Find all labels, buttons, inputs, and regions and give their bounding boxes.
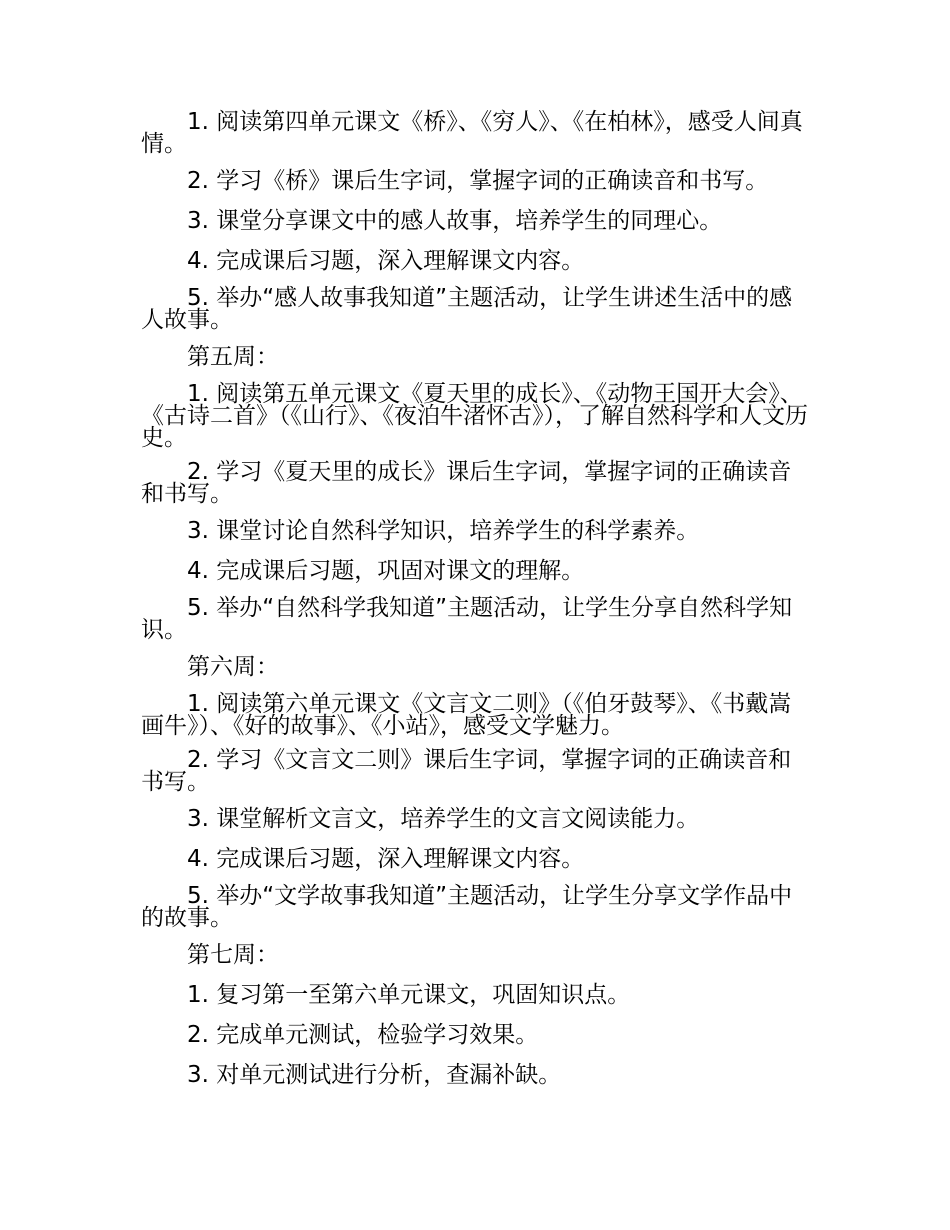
week7-item-1: 1. 复习第一至第六单元课文，巩固知识点。 bbox=[187, 982, 631, 1008]
document-body bbox=[141, 105, 813, 1095]
week4-item-2: 2. 学习《桥》课后生字词，掌握字词的正确读音和书写。 bbox=[187, 168, 769, 194]
week6-item-4: 4. 完成课后习题，深入理解课文内容。 bbox=[187, 846, 585, 872]
week5-item-5: 5. 举办“自然科学我知道”主题活动，让学生分享自然科学知识。 bbox=[141, 595, 793, 643]
week7-item-2: 2. 完成单元测试，检验学习效果。 bbox=[187, 1022, 539, 1048]
week5-item-3: 3. 课堂讨论自然科学知识，培养学生的科学素养。 bbox=[187, 518, 700, 544]
week6-item-1: 1. 阅读第六单元课文《文言文二则》（《伯牙鼓琴》、《书戴嵩画牛》）、《好的故事》、《小站》，感受文学魅力。 bbox=[141, 691, 792, 739]
week4-item-3: 3. 课堂分享课文中的感人故事，培养学生的同理心。 bbox=[187, 208, 723, 234]
week7-heading: 第七周： bbox=[187, 942, 279, 968]
week5-item-4: 4. 完成课后习题，巩固对课文的理解。 bbox=[187, 558, 585, 584]
week6-item-3: 3. 课堂解析文言文，培养学生的文言文阅读能力。 bbox=[187, 806, 700, 832]
week6-item-5: 5. 举办“文学故事我知道”主题活动，让学生分享文学作品中的故事。 bbox=[141, 883, 793, 931]
week6-heading: 第六周： bbox=[187, 654, 279, 680]
week6-item-2: 2. 学习《文言文二则》课后生字词，掌握字词的正确读音和书写。 bbox=[141, 747, 792, 795]
week4-item-1: 1. 阅读第四单元课文《桥》、《穷人》、《在柏林》，感受人间真情。 bbox=[141, 109, 803, 157]
week5-item-1: 1. 阅读第五单元课文《夏天里的成长》、《动物王国开大会》、《古诗二首》（《山行》、《夜泊牛渚怀古》），了解自然科学和人文历史。 bbox=[141, 381, 808, 451]
week5-heading: 第五周： bbox=[187, 344, 279, 370]
week4-item-4: 4. 完成课后习题，深入理解课文内容。 bbox=[187, 248, 585, 274]
week5-item-2: 2. 学习《夏天里的成长》课后生字词，掌握字词的正确读音和书写。 bbox=[141, 459, 792, 507]
week7-item-3: 3. 对单元测试进行分析，查漏补缺。 bbox=[187, 1062, 562, 1088]
week4-item-5: 5. 举办“感人故事我知道”主题活动，让学生讲述生活中的感人故事。 bbox=[141, 285, 793, 333]
